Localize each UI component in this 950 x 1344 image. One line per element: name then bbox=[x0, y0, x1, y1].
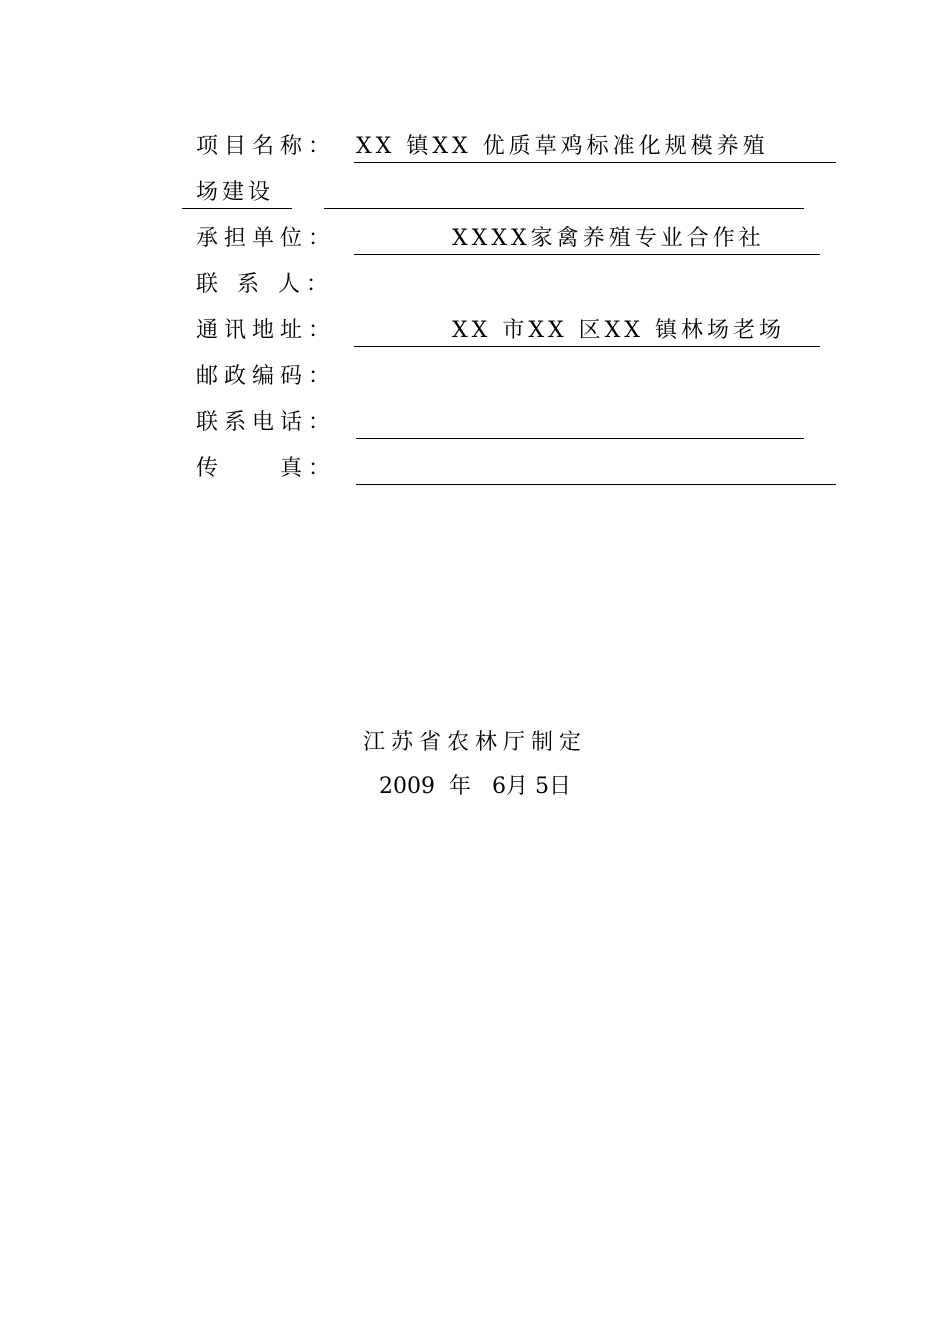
phone-underline bbox=[356, 408, 804, 439]
issuer-text: 江苏省农林厅制定 bbox=[362, 730, 587, 755]
project-name-underline-2b bbox=[324, 178, 804, 209]
issue-date: 2009 年 6月 5日 bbox=[379, 774, 571, 799]
fax-underline bbox=[356, 454, 836, 485]
project-name-value-2: 场建设 bbox=[196, 180, 275, 205]
address-label: 通讯地址： bbox=[196, 318, 337, 343]
address-value: XX 市XX 区XX 镇林场老场 bbox=[452, 318, 785, 343]
contact-label: 联 系 人： bbox=[196, 272, 334, 297]
project-name-value: XX 镇XX 优质草鸡标准化规模养殖 bbox=[356, 134, 769, 159]
fax-label: 传 真： bbox=[196, 456, 337, 481]
unit-value: XXXX家禽养殖专业合作社 bbox=[452, 226, 765, 251]
project-name-label: 项目名称： bbox=[196, 134, 337, 159]
postcode-label: 邮政编码： bbox=[196, 364, 337, 389]
unit-label: 承担单位： bbox=[196, 226, 337, 251]
phone-label: 联系电话： bbox=[196, 410, 337, 435]
